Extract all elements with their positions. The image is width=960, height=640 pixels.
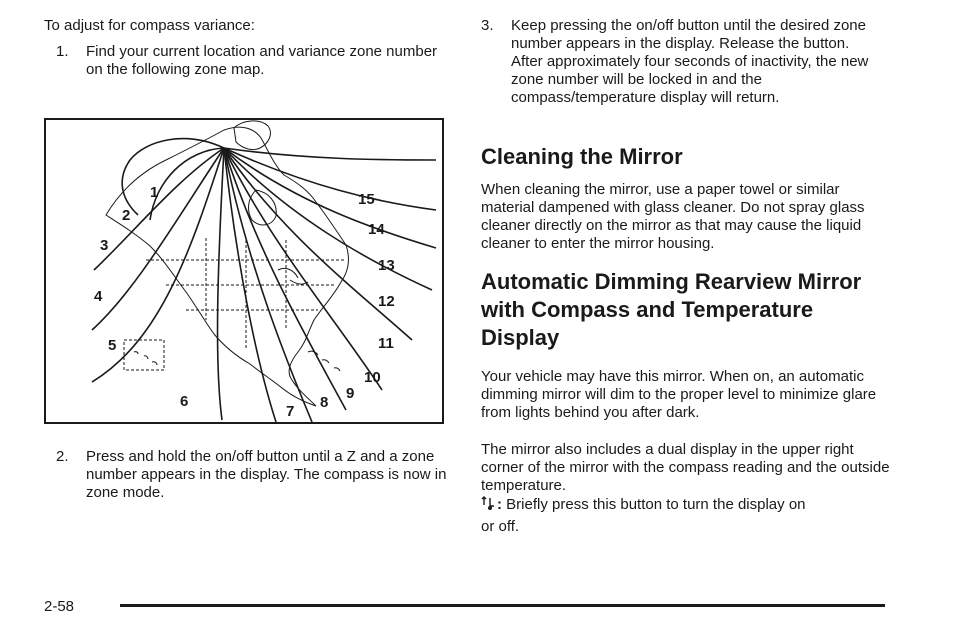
button-description-cont: or off. [481,518,520,535]
step-1-number: 1. [56,43,69,60]
zone-label-9: 9 [346,385,355,402]
zone-label-8: 8 [320,394,329,411]
page-number: 2-58 [44,598,75,615]
step-3-number: 3. [481,17,494,34]
zone-label-1: 1 [150,184,159,201]
button-description [481,495,891,514]
continent-outline [106,127,348,406]
zone-line [92,148,224,330]
footer-rule [120,604,885,607]
zone-map [44,118,444,424]
heading-auto-line-1: Automatic Dimming Rearview Mirror [481,269,862,294]
step-3 [481,17,881,107]
step-2 [56,448,448,502]
heading-cleaning: Cleaning the Mirror [481,144,683,169]
heading-auto-line-3: Display [481,325,560,350]
heading-auto-line-2: with Compass and Temperature [481,297,814,322]
step-1 [56,43,448,79]
step-2-text: Press and hold the on/off button until a Z and a zone number appears in the display. The compass is now in zone mode. [86,448,447,501]
zone-label-7: 7 [286,403,295,420]
zone-line [224,148,382,390]
zone-label-13: 13 [378,257,395,274]
zone-label-11: 11 [378,335,394,352]
button-colon: : [497,496,502,513]
zone-map-svg [46,120,442,422]
isogonic-lines [92,139,436,422]
zone-label-14: 14 [368,221,385,238]
auto-dimming-text: Your vehicle may have this mirror. When on, an automatic dimming mirror will dim to the proper level to minimize glare from lights behind you after dark. [481,368,877,421]
zone-label-6: 6 [180,393,189,410]
great-lakes [278,268,308,284]
step-2-number: 2. [56,448,69,465]
zone-label-10: 10 [364,369,381,386]
step-1-text: Find your current location and variance zone number on the following zone map. [86,43,438,78]
hudson-bay [249,190,277,225]
zone-line [224,148,412,340]
zone-label-2: 2 [122,207,131,224]
zone-labels [94,184,395,420]
zone-label-5: 5 [108,337,117,354]
dual-display-text: The mirror also includes a dual display in the upper right corner of the mirror with the compass reading and the outside temperature. [481,441,890,494]
zone-label-4: 4 [94,288,103,305]
zone-label-12: 12 [378,293,395,310]
hawaii-inset [124,340,164,370]
cleaning-text: When cleaning the mirror, use a paper towel or similar material dampened with glass cleaner. Do not spray glass cleaner directly on the mirror as that may cause the liquid cleaner to enter the mirror housing. [481,181,865,252]
button-text: Briefly press this button to turn the display on [506,496,806,513]
step-3-text: Keep pressing the on/off button until the desired zone number appears in the display. Release the button. After approximately four seconds of inactivity, the new zone number will be locked in and the compass/temperature display will return. [511,17,869,106]
zone-line [218,148,224,420]
heading-auto-dimming [481,268,901,352]
intro-text: To adjust for compass variance: [44,17,255,34]
compass-temperature-button-icon [481,495,495,511]
hawaii-islands [134,352,157,365]
zone-label-3: 3 [100,237,109,254]
zone-label-15: 15 [358,191,375,208]
